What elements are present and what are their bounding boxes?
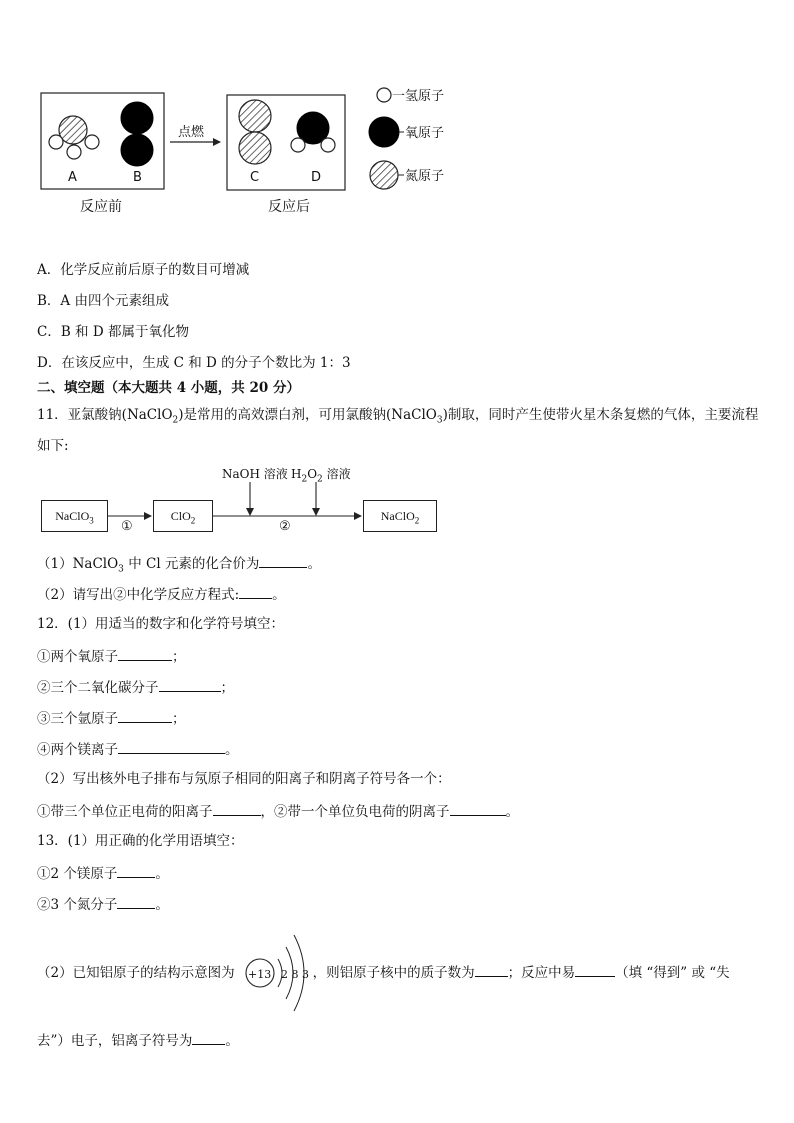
q13-part2-line2: 去”）电子，铝离子符号为 。 [37,1030,239,1050]
q12-head: 12．(1）用适当的数字和化学符号填空： [37,616,285,632]
legend-oxygen-label: 氧原子 [405,126,445,141]
q12-answer-blank-cation[interactable] [213,801,261,816]
q11-part1: （1）NaClO$_3$ 中 Cl 元素的化合价为 。 [37,553,321,579]
flow-arrows [0,480,440,540]
molecule-c [239,100,271,164]
legend-oxygen-icon [369,117,399,147]
q13-answer-blank-protons[interactable] [475,962,508,977]
flow-reagent-h2o2: $H_2O_2$ 溶液 [291,467,351,485]
q12-answer-blank-3[interactable] [118,708,172,723]
q12-part2: （2）写出核外电子排布与氖原子相同的阳离子和阴离子符号各一个： [37,771,451,787]
legend-hydrogen-label: 一氢原子 [392,89,445,104]
legend-nitrogen-icon [370,161,398,189]
q13-answer-blank-2[interactable] [117,894,155,909]
option-c: C．B 和 D 都属于氧化物 [37,324,189,340]
flow-step-2: ② [279,519,291,534]
q13-item-1: ①2 个镁原子 。 [37,863,169,883]
q12-answer-blank-anion[interactable] [450,801,506,816]
reaction-diagram [0,80,500,220]
q12-answer-blank-2[interactable] [159,677,221,692]
q11-answer-blank-2[interactable] [239,584,272,599]
q12-item-1: ①两个氧原子 ； [37,646,186,666]
label-a: A [68,170,77,185]
q11-answer-blank-1[interactable] [259,553,307,568]
q12-item-2: ②三个二氧化碳分子 ； [37,677,234,697]
flow-box-naclo2: NaClO$_2$ [363,500,437,532]
q11-part2: （2）请写出②中化学反应方程式: 。 [37,584,286,604]
label-d: D [311,170,322,185]
section-title: 二、填空题（本大题共 4 小题，共 20 分） [37,380,300,396]
flow-step-1: ① [121,519,133,534]
arrow-label: 点燃 [178,125,205,140]
q12-item-3: ③三个氩原子 ； [37,708,186,728]
q13-head: 13．(1）用正确的化学用语填空： [37,833,244,849]
label-c: C [250,170,260,185]
q13-answer-blank-gain-lose[interactable] [575,962,615,977]
q12-item-4: ④两个镁离子 。 [37,739,239,759]
option-b: B．A 由四个元素组成 [37,293,169,309]
option-a: A．化学反应前后原子的数目可增减 [37,262,250,278]
q11-stem-line2: 如下: [37,438,69,454]
atom-shell-electrons: 2 8 3 [281,968,309,981]
q13-answer-blank-1[interactable] [117,863,155,878]
flow-reagent-naoh: NaOH 溶液 [222,467,288,481]
label-b: B [133,170,142,185]
q13-answer-blank-ion[interactable] [192,1030,225,1045]
legend-nitrogen-label: 氮原子 [405,169,445,184]
molecule-d [291,112,335,152]
q13-part2: （2）已知铝原子的结构示意图为 ，则铝原子核中的质子数为 ；反应中易 （填 “得到” 或 “失 [37,962,730,982]
molecule-a [49,116,99,159]
q13-item-2: ②3 个氮分子 。 [37,894,169,914]
q12-answer-blank-1[interactable] [118,646,172,661]
flow-box-naclo3: NaClO$_3$ [41,500,108,532]
atom-nucleus-label: +13 [248,968,272,981]
option-d: D．在该反应中，生成 C 和 D 的分子个数比为 1：3 [37,355,351,371]
legend-hydrogen-icon [377,88,391,102]
before-label: 反应前 [80,199,122,215]
q12-answer-blank-4[interactable] [118,739,225,754]
q11-stem: 11．亚氯酸钠(NaClO$_2$)是常用的高效漂白剂，可用氯酸钠(NaClO$_3$)制取，同时产生使带火星木条复燃的气体，主要流程 [37,407,759,426]
molecule-b [121,102,153,166]
q12-part2-answers: ①带三个单位正电荷的阳离子 ，②带一个单位负电荷的阴离子 。 [37,801,519,821]
flow-box-clo2: ClO$_2$ [153,500,213,532]
after-label: 反应后 [268,199,310,215]
aluminum-atom-diagram [240,925,322,1020]
